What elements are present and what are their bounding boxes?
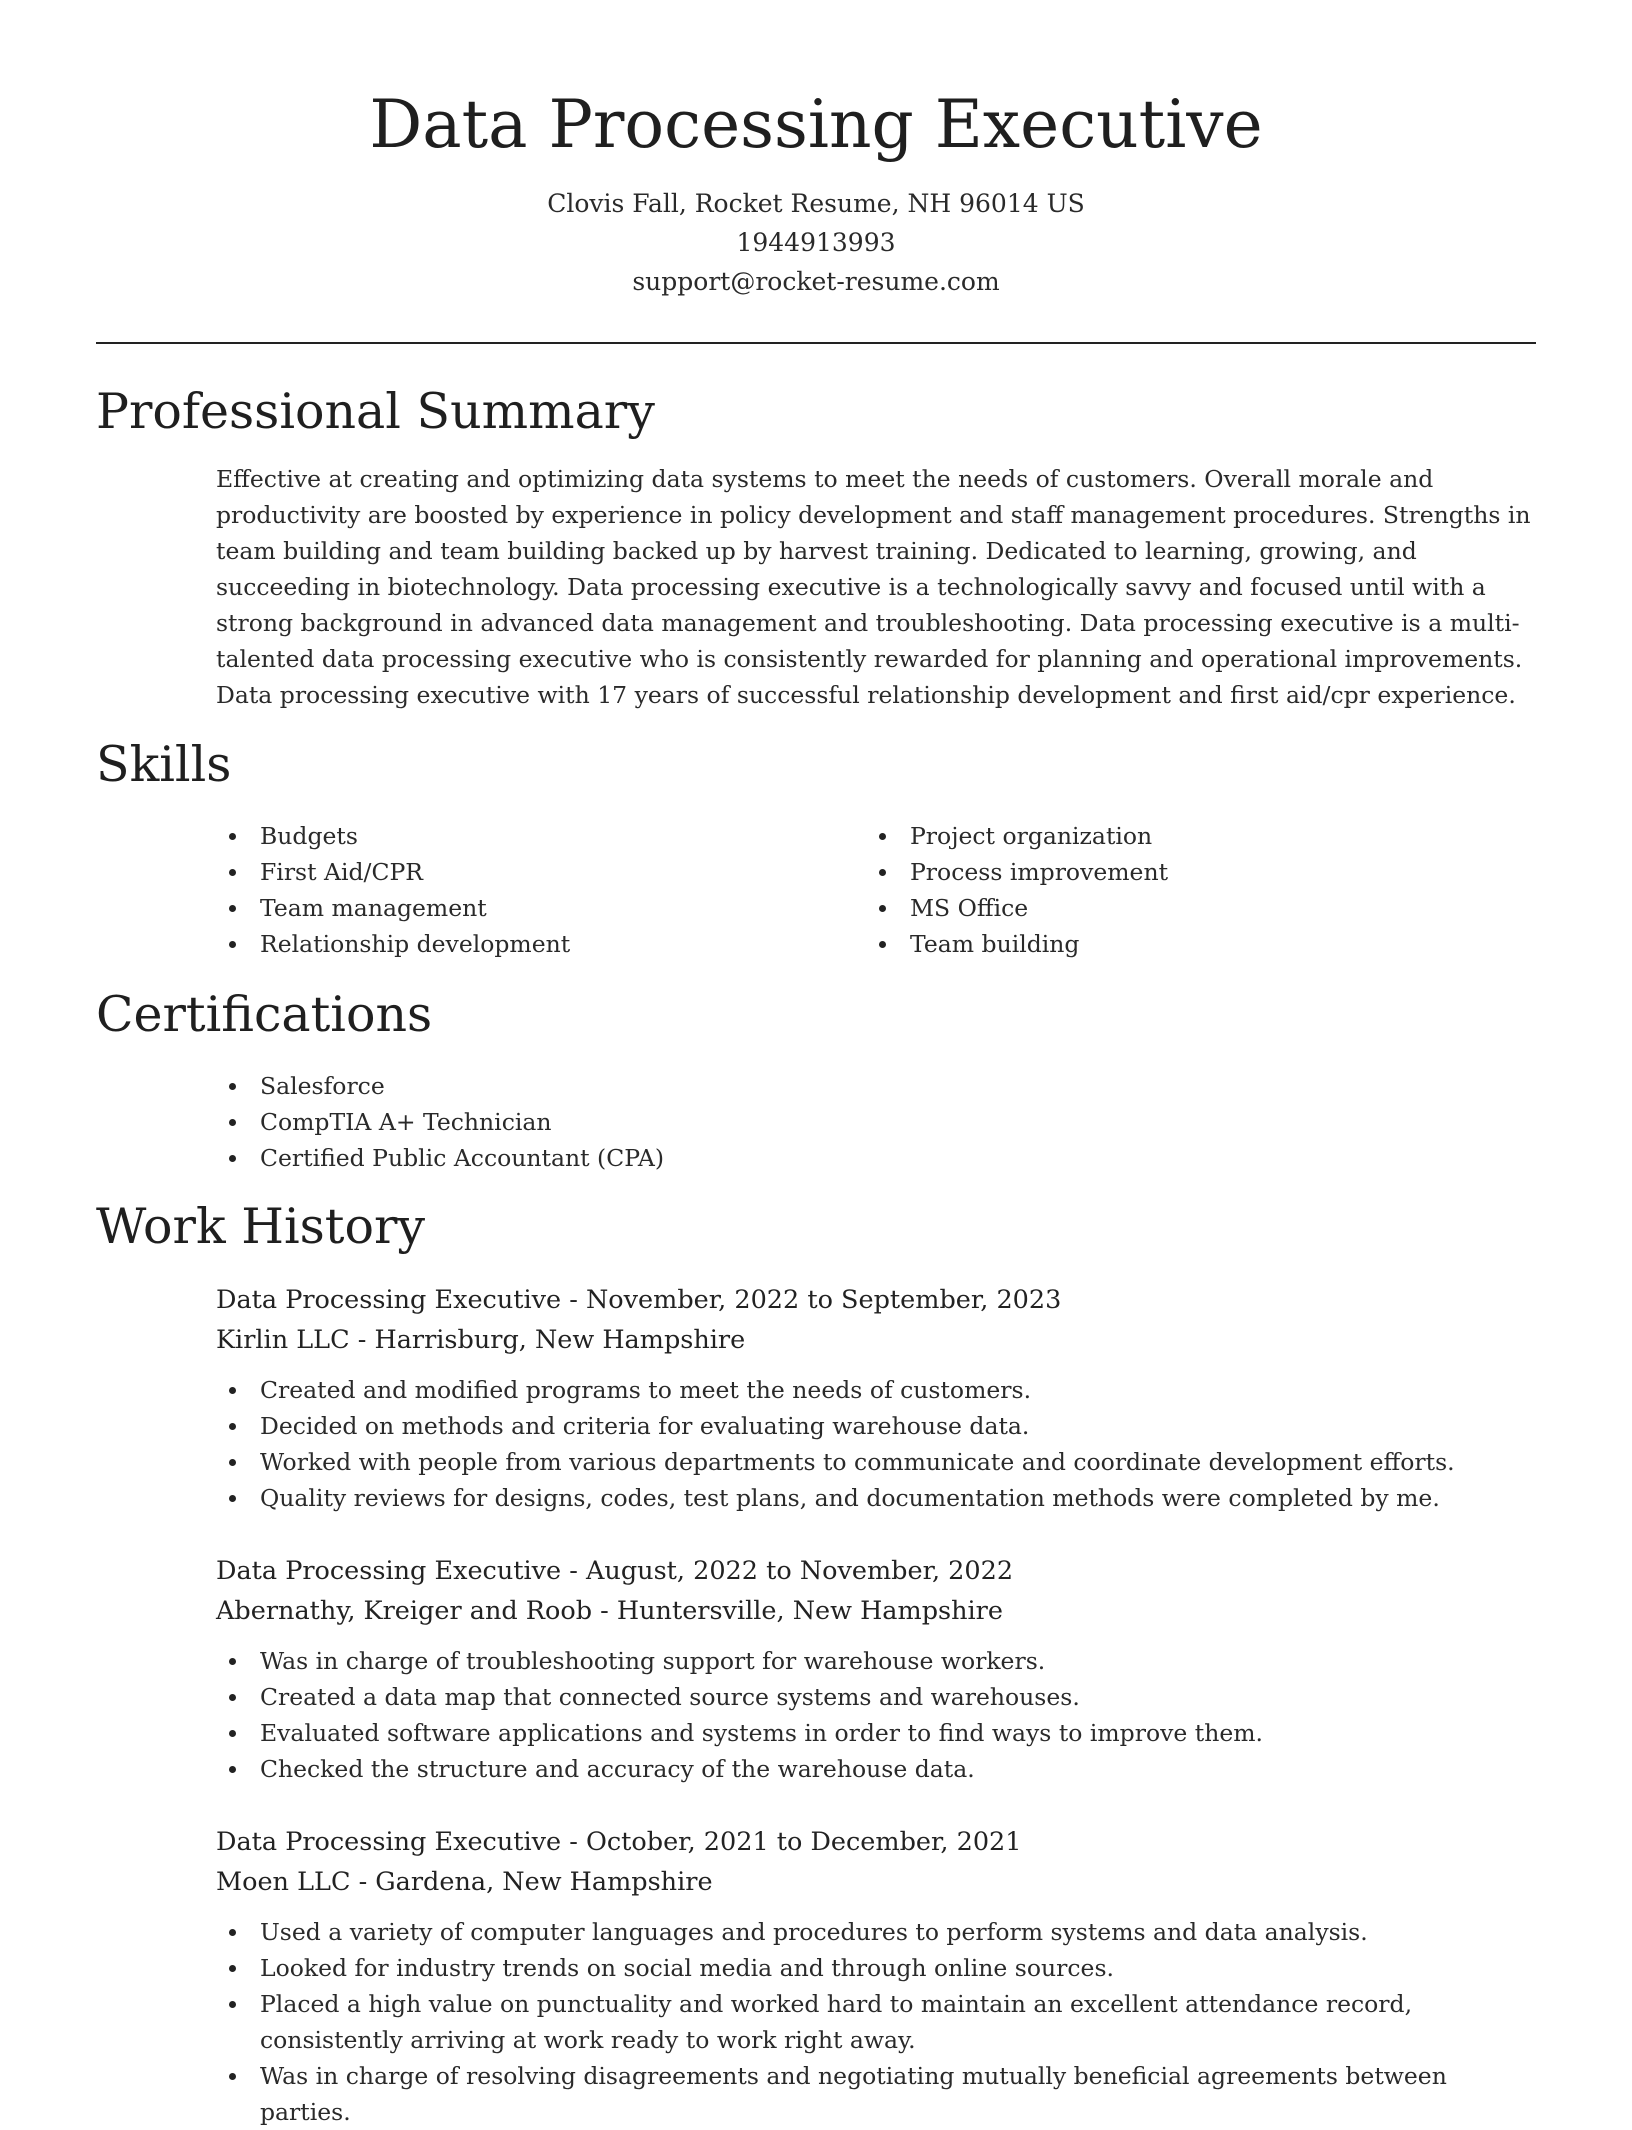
job-bullet: Evaluated software applications and systems in order to find ways to improve them. <box>172 1715 1536 1751</box>
resume-name: Data Processing Executive <box>369 86 1263 163</box>
job-title-line <box>216 1551 1536 1591</box>
certifications-heading: Certifications <box>96 986 433 1043</box>
header-divider <box>96 342 1536 344</box>
job-company-line <box>216 1862 1536 1902</box>
skill-item: Team building <box>866 926 1486 962</box>
contact-block <box>0 184 1632 301</box>
job-bullets <box>172 1643 1536 1787</box>
job-location: - Huntersville, New Hampshire <box>592 1596 1003 1626</box>
skills-heading: Skills <box>96 736 232 793</box>
job-company: Abernathy, Kreiger and Roob <box>216 1596 593 1626</box>
job-bullet: Used a variety of computer languages and procedures to perform systems and data analysis. <box>172 1914 1536 1950</box>
job-title: Data Processing Executive <box>216 1285 562 1315</box>
job-company-line <box>216 1591 1536 1631</box>
summary-text: Effective at creating and optimizing data systems to meet the needs of customers. Overall morale and productivity are boosted by experience in policy development and staff management procedures. Strengths in team building and team building backed up by harvest training. Dedicated to learning, growing, and succeeding in biotechnology. Data processing executive is a technologically savvy and focused until with a strong background in advanced data management and troubleshooting. Data processing executive is a multi-talented data processing executive who is consistently rewarded for planning and operational improvements. Data processing executive with 17 years of successful relationship development and first aid/cpr experience. <box>216 465 1531 709</box>
job-entry <box>216 1551 1536 1787</box>
resume-header <box>0 80 1632 301</box>
job-bullets <box>172 1372 1536 1516</box>
contact-address: Clovis Fall, Rocket Resume, NH 96014 US <box>547 189 1085 218</box>
skill-item: Relationship development <box>216 926 836 962</box>
skill-item: Team management <box>216 890 836 926</box>
skill-item: Budgets <box>216 818 836 854</box>
job-entry <box>216 1280 1536 1516</box>
certification-item: Salesforce <box>216 1068 1536 1104</box>
job-bullet: Was in charge of resolving disagreements and negotiating mutually beneficial agreements between parties. <box>172 2058 1536 2130</box>
job-company: Kirlin LLC <box>216 1325 350 1355</box>
job-dates: - August, 2022 to November, 2022 <box>561 1556 1014 1586</box>
skills-list-left <box>216 818 836 962</box>
skill-item: MS Office <box>866 890 1486 926</box>
skill-item: Process improvement <box>866 854 1486 890</box>
job-location: - Harrisburg, New Hampshire <box>349 1325 746 1355</box>
job-bullet: Decided on methods and criteria for evaluating warehouse data. <box>172 1408 1536 1444</box>
job-location: - Gardena, New Hampshire <box>350 1867 713 1897</box>
job-title: Data Processing Executive <box>216 1827 562 1857</box>
job-bullet: Checked the structure and accuracy of the warehouse data. <box>172 1751 1536 1787</box>
job-bullets <box>172 1914 1536 2130</box>
work-history-heading: Work History <box>96 1198 426 1255</box>
job-entry <box>216 1822 1536 2130</box>
contact-email: support@rocket-resume.com <box>632 267 1000 296</box>
job-bullet: Looked for industry trends on social media and through online sources. <box>172 1950 1536 1986</box>
job-company: Moen LLC <box>216 1867 351 1897</box>
summary-heading: Professional Summary <box>96 383 655 440</box>
job-bullet: Quality reviews for designs, codes, test plans, and documentation methods were completed by me. <box>172 1480 1536 1516</box>
contact-phone: 1944913993 <box>736 228 896 257</box>
job-dates: - November, 2022 to September, 2023 <box>561 1285 1062 1315</box>
job-title-line <box>216 1280 1536 1320</box>
job-bullet: Placed a high value on punctuality and worked hard to maintain an excellent attendance record, consistently arriving at work ready to work right away. <box>172 1986 1536 2058</box>
job-dates: - October, 2021 to December, 2021 <box>561 1827 1022 1857</box>
job-bullet: Created and modified programs to meet the needs of customers. <box>172 1372 1536 1408</box>
job-bullet: Was in charge of troubleshooting support for warehouse workers. <box>172 1643 1536 1679</box>
job-bullet: Worked with people from various departments to communicate and coordinate development efforts. <box>172 1444 1536 1480</box>
certification-item: CompTIA A+ Technician <box>216 1104 1536 1140</box>
certification-item: Certified Public Accountant (CPA) <box>216 1140 1536 1176</box>
skill-item: Project organization <box>866 818 1486 854</box>
job-title: Data Processing Executive <box>216 1556 562 1586</box>
job-company-line <box>216 1320 1536 1360</box>
certifications-list <box>216 1068 1536 1176</box>
job-title-line <box>216 1822 1536 1862</box>
job-bullet: Created a data map that connected source systems and warehouses. <box>172 1679 1536 1715</box>
skills-list-right <box>866 818 1486 962</box>
skill-item: First Aid/CPR <box>216 854 836 890</box>
